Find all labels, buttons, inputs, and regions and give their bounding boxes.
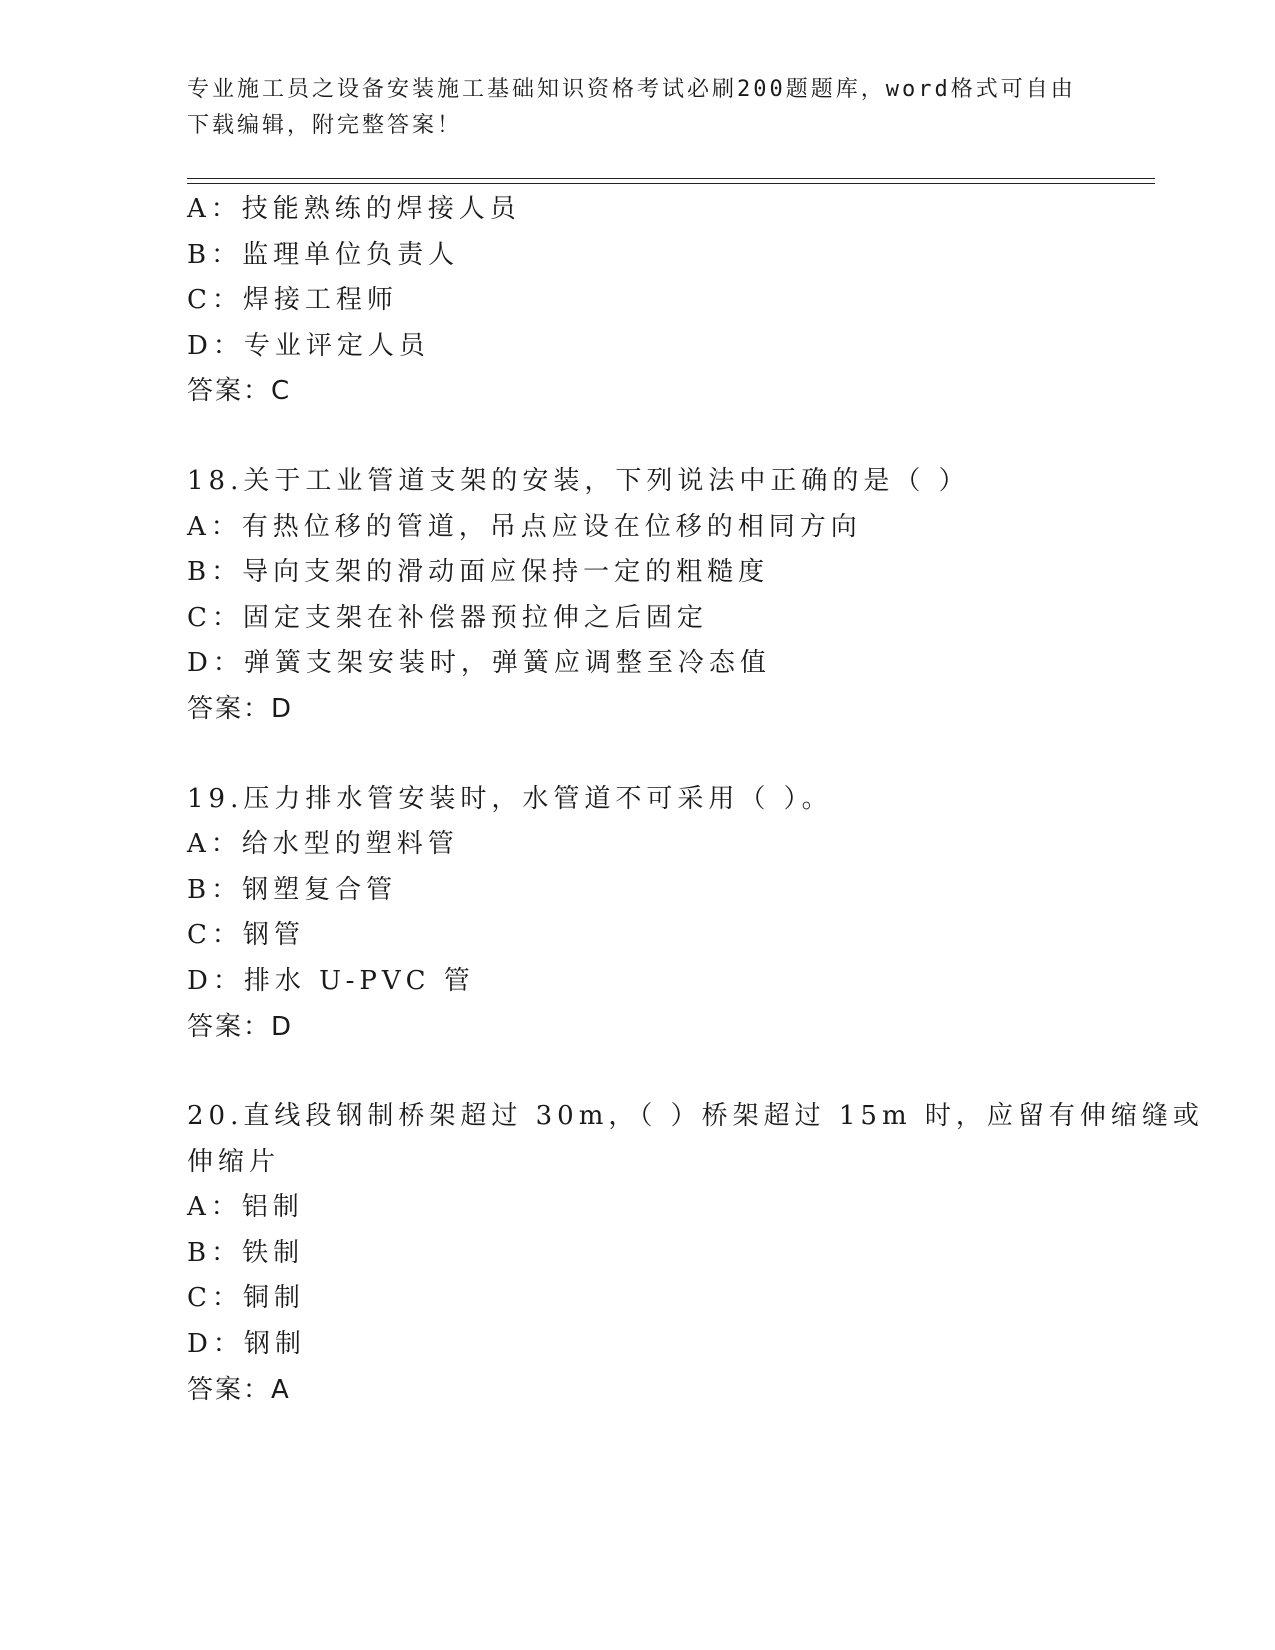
option-d: D：专业评定人员	[187, 330, 430, 361]
option-b: B：导向支架的滑动面应保持一定的粗糙度	[187, 557, 770, 588]
question-stem-line-1: 20.直线段钢制桥架超过 30m，（ ）桥架超过 15m 时，应留有伸缩缝或	[187, 1101, 1204, 1132]
option-b: B：监理单位负责人	[187, 239, 460, 270]
question-18	[187, 459, 1147, 733]
answer: 答案：D	[187, 693, 294, 724]
answer: 答案：C	[187, 376, 292, 407]
option-b: B：钢塑复合管	[187, 874, 398, 905]
option-a: A：有热位移的管道，吊点应设在位移的相同方向	[187, 511, 862, 542]
question-17-options	[187, 187, 1147, 415]
header-divider-top	[187, 178, 1155, 179]
option-a: A：技能熟练的焊接人员	[187, 194, 521, 224]
header-line-2: 下载编辑，附完整答案！	[187, 113, 463, 138]
option-d: D：弹簧支架安装时，弹簧应调整至冷态值	[187, 648, 771, 679]
option-d: D：钢制	[187, 1329, 306, 1360]
option-c: C：铜制	[187, 1283, 305, 1314]
header-divider-bottom	[187, 183, 1155, 184]
document-header	[187, 72, 1087, 144]
option-c: C：焊接工程师	[187, 285, 398, 316]
answer: 答案：D	[187, 1011, 294, 1042]
question-20	[187, 1094, 1204, 1413]
option-a: A：给水型的塑料管	[187, 829, 459, 860]
question-stem-line-2: 伸缩片	[187, 1146, 281, 1177]
option-d: D：排水 U-PVC 管	[187, 965, 475, 996]
answer: 答案：A	[187, 1374, 291, 1405]
question-content	[187, 187, 1204, 1413]
question-19	[187, 777, 1147, 1051]
option-c: C：钢管	[187, 920, 305, 951]
option-a: A：铝制	[187, 1192, 304, 1223]
option-c: C：固定支架在补偿器预拉伸之后固定	[187, 602, 708, 633]
option-b: B：铁制	[187, 1237, 305, 1268]
question-stem: 19.压力排水管安装时，水管道不可采用（ ）。	[187, 783, 833, 814]
header-line-1: 专业施工员之设备安装施工基础知识资格考试必刷200题题库，word格式可自由	[187, 77, 1076, 102]
question-stem: 18.关于工业管道支架的安装，下列说法中正确的是（ ）	[187, 465, 970, 496]
